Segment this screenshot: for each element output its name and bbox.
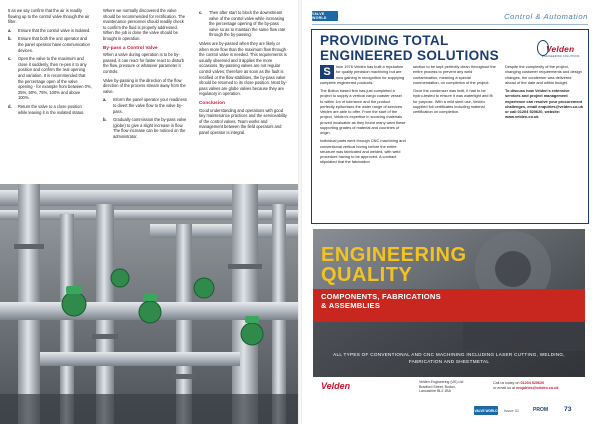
advertorial-column-1 — [320, 64, 406, 168]
advert-footer — [313, 377, 585, 400]
paragraph — [320, 64, 406, 85]
phone-number[interactable]: 01204 520620 — [520, 381, 545, 385]
velden-logo — [536, 34, 584, 64]
list-letter: d. — [8, 103, 12, 109]
footer-logo-text: VALVE WORLD — [474, 408, 498, 413]
procedure-list — [199, 10, 289, 38]
band-line: COMPONENTS, FABRICATIONS — [321, 292, 441, 301]
procedure-list — [8, 28, 92, 115]
paragraph: Where we normally discovered the valve should be recommended for rectification. The maintenance personnel should readily check to confirm the fluid is properly addressed. When the job is done the valve should be brought in operation. — [103, 8, 186, 41]
call-prefix: Call us today on — [493, 381, 520, 385]
footer-logo — [474, 406, 498, 415]
title-line: PROVIDING TOTAL — [320, 33, 449, 48]
list-letter: b. — [8, 36, 12, 42]
paragraph: Once the condenser was built, it had to be hydro-tested to ensure it was watertight and fit for purpose. With a mild steel use, Velden supplied full certificates including material certification on completion. — [413, 88, 493, 114]
article-column-1 — [8, 8, 92, 115]
list-item: Open the valve to the maximum and close it suddenly, then re-pen it to any position and confirm the real opening and variation. It is recommended that the percentage open of the valve opening - for example from between 0%, 25%, 50%, 75%, 100% and above 100%. — [18, 56, 92, 101]
engineering-quality-advert — [313, 229, 585, 400]
advertorial-column-2 — [413, 64, 497, 117]
band-text — [321, 292, 581, 311]
address-line: Bradford Street, Bolton, — [419, 384, 456, 389]
list-letter: b. — [103, 117, 107, 123]
contact-paragraph: To discuss how Velden's extensive services and project management experience can resolve your procurement challenges, email enquiries@velden.co.uk or call 01204 520620, website: www.velden.co.uk — [505, 88, 583, 120]
company-address — [419, 380, 479, 394]
velden-advertorial — [311, 29, 589, 224]
advert-logo: Velden — [321, 381, 351, 391]
masthead-logo-text: VALVE WORLD — [312, 12, 327, 20]
advertorial-column-3 — [505, 64, 583, 123]
address-line: Lancashire BL2 1BA — [419, 389, 451, 394]
paragraph: The Bolton based firm has just completed a project to supply a vertical cargo coaster vessel to within 1m of tolerance and the product perfectly epitomises the wider range of services Velden are able to offer. From the start of the project, Velden's expertise in sourcing materials proved invaluable as they found many want these supporting grades of material and countries of origin. — [320, 88, 406, 135]
list-item: Ensure that the control valve is isolated. — [18, 27, 91, 33]
magazine-name: PROM — [533, 407, 548, 413]
section-title: Control & Automation — [504, 12, 588, 21]
email-prefix: or email us at — [493, 386, 516, 390]
list-item: Inform the panel operator your readiness to divert the valve flow to the valve by-pass. — [113, 97, 187, 114]
advert-red-band — [313, 289, 585, 322]
article-column-2 — [103, 8, 188, 139]
paragraph: Individual parts went through CNC machining and conventional vertical boring before the entire structure was fabricated and welded, with weld procedure having to be approved. A contract stipulated that the fabrication — [320, 138, 406, 165]
section-heading-conclusion: Conclusion — [199, 99, 226, 105]
pipework-photo — [0, 184, 298, 424]
issue-label: Issue 31 — [504, 408, 520, 413]
list-letter: c. — [8, 56, 12, 62]
article-column-3 — [199, 8, 289, 138]
paragraph: section to be kept perfectly clean throughout the entire process to prevent any weld contamination, meaning a special commendation, on completion of the project. — [413, 64, 496, 85]
drop-cap: S — [320, 65, 334, 79]
procedure-list — [103, 97, 188, 139]
band-line: & ASSEMBLIES — [321, 301, 381, 311]
paragraph: Valves are by-passed when they are likely or when more flow than the maximum flow through the control valve is needed. This requirements is usually observed and it applies the more occasions. By-passing valves are not regular control valves; therefore as soon as the fault is rectified or the flow stabilises, the by-pass valve should be returned to its close position. Most by-pass valves are globe valves because they are regulatory in operation. — [199, 40, 287, 97]
list-letter: a. — [103, 97, 107, 103]
paragraph-text: ince 1976 Velden has built a reputation for quality precision machining but are now gaining in recognition for supplying complete engineered products. — [320, 64, 405, 85]
advert-headline: ENGINEERING — [321, 244, 467, 266]
column-intro: 5 as we say confirm that the air is readily flowing up to the control valve through the air filter. — [8, 8, 90, 25]
list-letter: a. — [8, 27, 12, 33]
services-text: ALL TYPES OF CONVENTIONAL AND CNC MACHINING INCLUDING LASER CUTTING, WELDING, FABRICATION AND SHEETMETAL — [333, 352, 565, 365]
list-item: Gradually commission the by-pass valve (globe) to give a slight increase in flow. The flow increase can be noticed on the administrator. — [113, 117, 187, 139]
paragraph: Despite the complexity of the project, changing customer requirements and design changes, the condenser was delivered ahead of the date and within budget. — [505, 64, 582, 85]
list-letter: c. — [199, 10, 203, 15]
email-link[interactable]: enquiries@velden.co.uk — [516, 386, 559, 390]
paragraph: Good understanding and operations with good key maintenance practices and the serviceability of the control valves. Team works and management between the field operators and panel operator is integral. — [199, 107, 287, 135]
paragraph: Valve by-passing in the direction of the flow direction of the process stream away from the valve. — [103, 77, 186, 94]
list-item: Ensure that both the unit operator and the panel operator have communication devices. — [18, 36, 90, 53]
page-gutter — [298, 0, 302, 424]
list-item: Then after start to block the downstream valve of the control valve while increasing the percentage opening of the by-pass valve so as to maintain the same flow rate through the by-passing. — [209, 10, 286, 38]
title-line: ENGINEERED SOLUTIONS — [320, 47, 499, 63]
brand-subtitle: ENGINEERING SOLUTIONS — [542, 55, 580, 58]
section-heading-bypass: By-pass a Control Valve — [103, 44, 158, 50]
advert-headline: QUALITY — [321, 264, 413, 286]
advertorial-title — [320, 34, 499, 63]
contact-details — [493, 381, 583, 391]
list-item: Return the valve to a close position while leaving it in the isolated status. — [18, 103, 85, 115]
header-rule — [312, 24, 588, 25]
brand-name: Velden — [546, 44, 575, 54]
masthead-logo — [312, 11, 338, 21]
paragraph: When a valve during operation is to be by-passed, it can react for faster react to disturb the flow, pressure or whatever parameter it controls. — [103, 52, 185, 74]
address-line: Velden Engineering (UK) Ltd — [419, 380, 464, 384]
page-number: 73 — [564, 406, 572, 413]
